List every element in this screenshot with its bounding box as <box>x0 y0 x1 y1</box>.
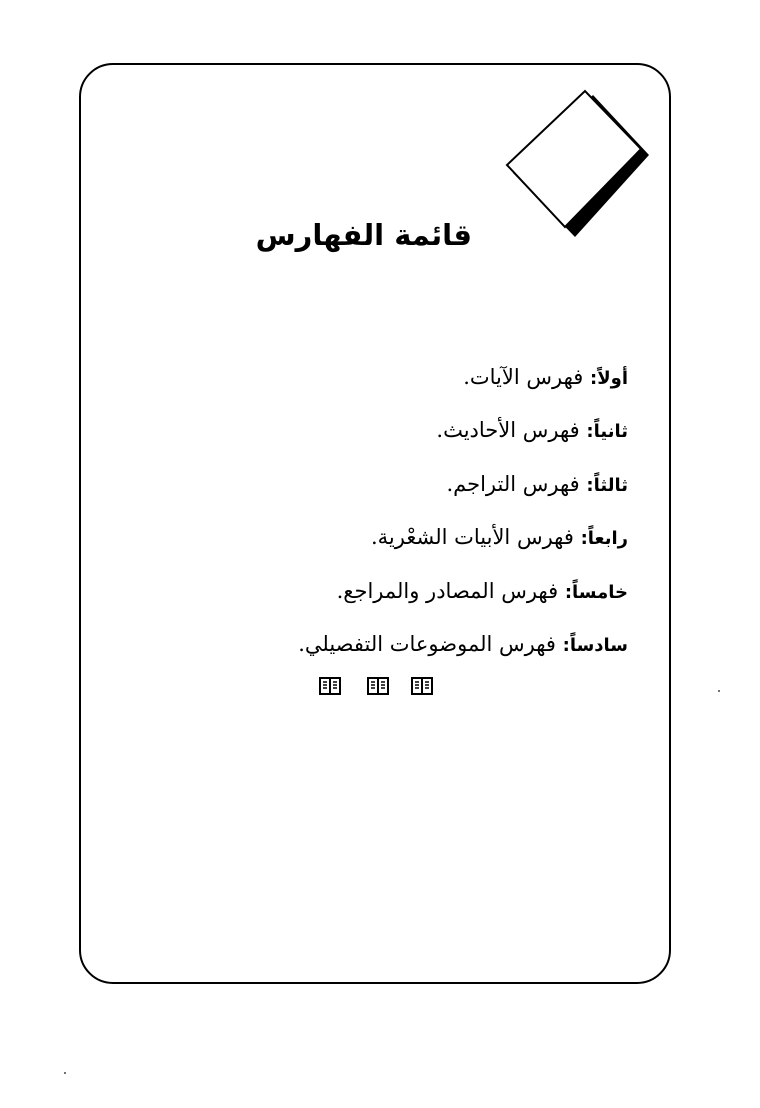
open-book-icon <box>410 675 434 697</box>
scan-speck <box>718 690 720 692</box>
index-item-sources <box>298 574 628 627</box>
index-item-text: فهرس الآيات. <box>463 365 584 389</box>
index-ordinal: سادساً: <box>562 634 628 656</box>
open-book-icon <box>318 675 342 697</box>
index-ordinal: رابعاً: <box>580 528 628 550</box>
index-item-text: فهرس الأبيات الشعْرية. <box>370 525 574 550</box>
index-item-hadiths <box>298 413 628 466</box>
diamond-card-icon <box>503 89 651 239</box>
index-item-text: فهرس الأحاديث. <box>436 418 580 443</box>
open-book-icon <box>366 675 390 697</box>
index-item-text: فهرس الموضوعات التفصيلي. <box>298 631 556 656</box>
index-ordinal: ثانياً: <box>586 421 628 443</box>
index-item-poetry <box>298 520 628 573</box>
index-list <box>298 360 628 680</box>
index-item-biographies <box>298 467 628 520</box>
index-ordinal: ثالثاً: <box>586 474 628 496</box>
ornament-row <box>318 675 438 699</box>
scan-speck <box>64 1072 66 1074</box>
index-item-verses <box>298 360 628 413</box>
index-item-text: فهرس التراجم. <box>446 471 580 496</box>
index-ordinal: أولاً: <box>590 368 628 389</box>
index-ordinal: خامساً: <box>564 581 628 603</box>
index-item-text: فهرس المصادر والمراجع. <box>336 578 559 603</box>
page-title: قائمة الفهارس <box>255 218 472 252</box>
index-item-topics <box>298 627 628 680</box>
